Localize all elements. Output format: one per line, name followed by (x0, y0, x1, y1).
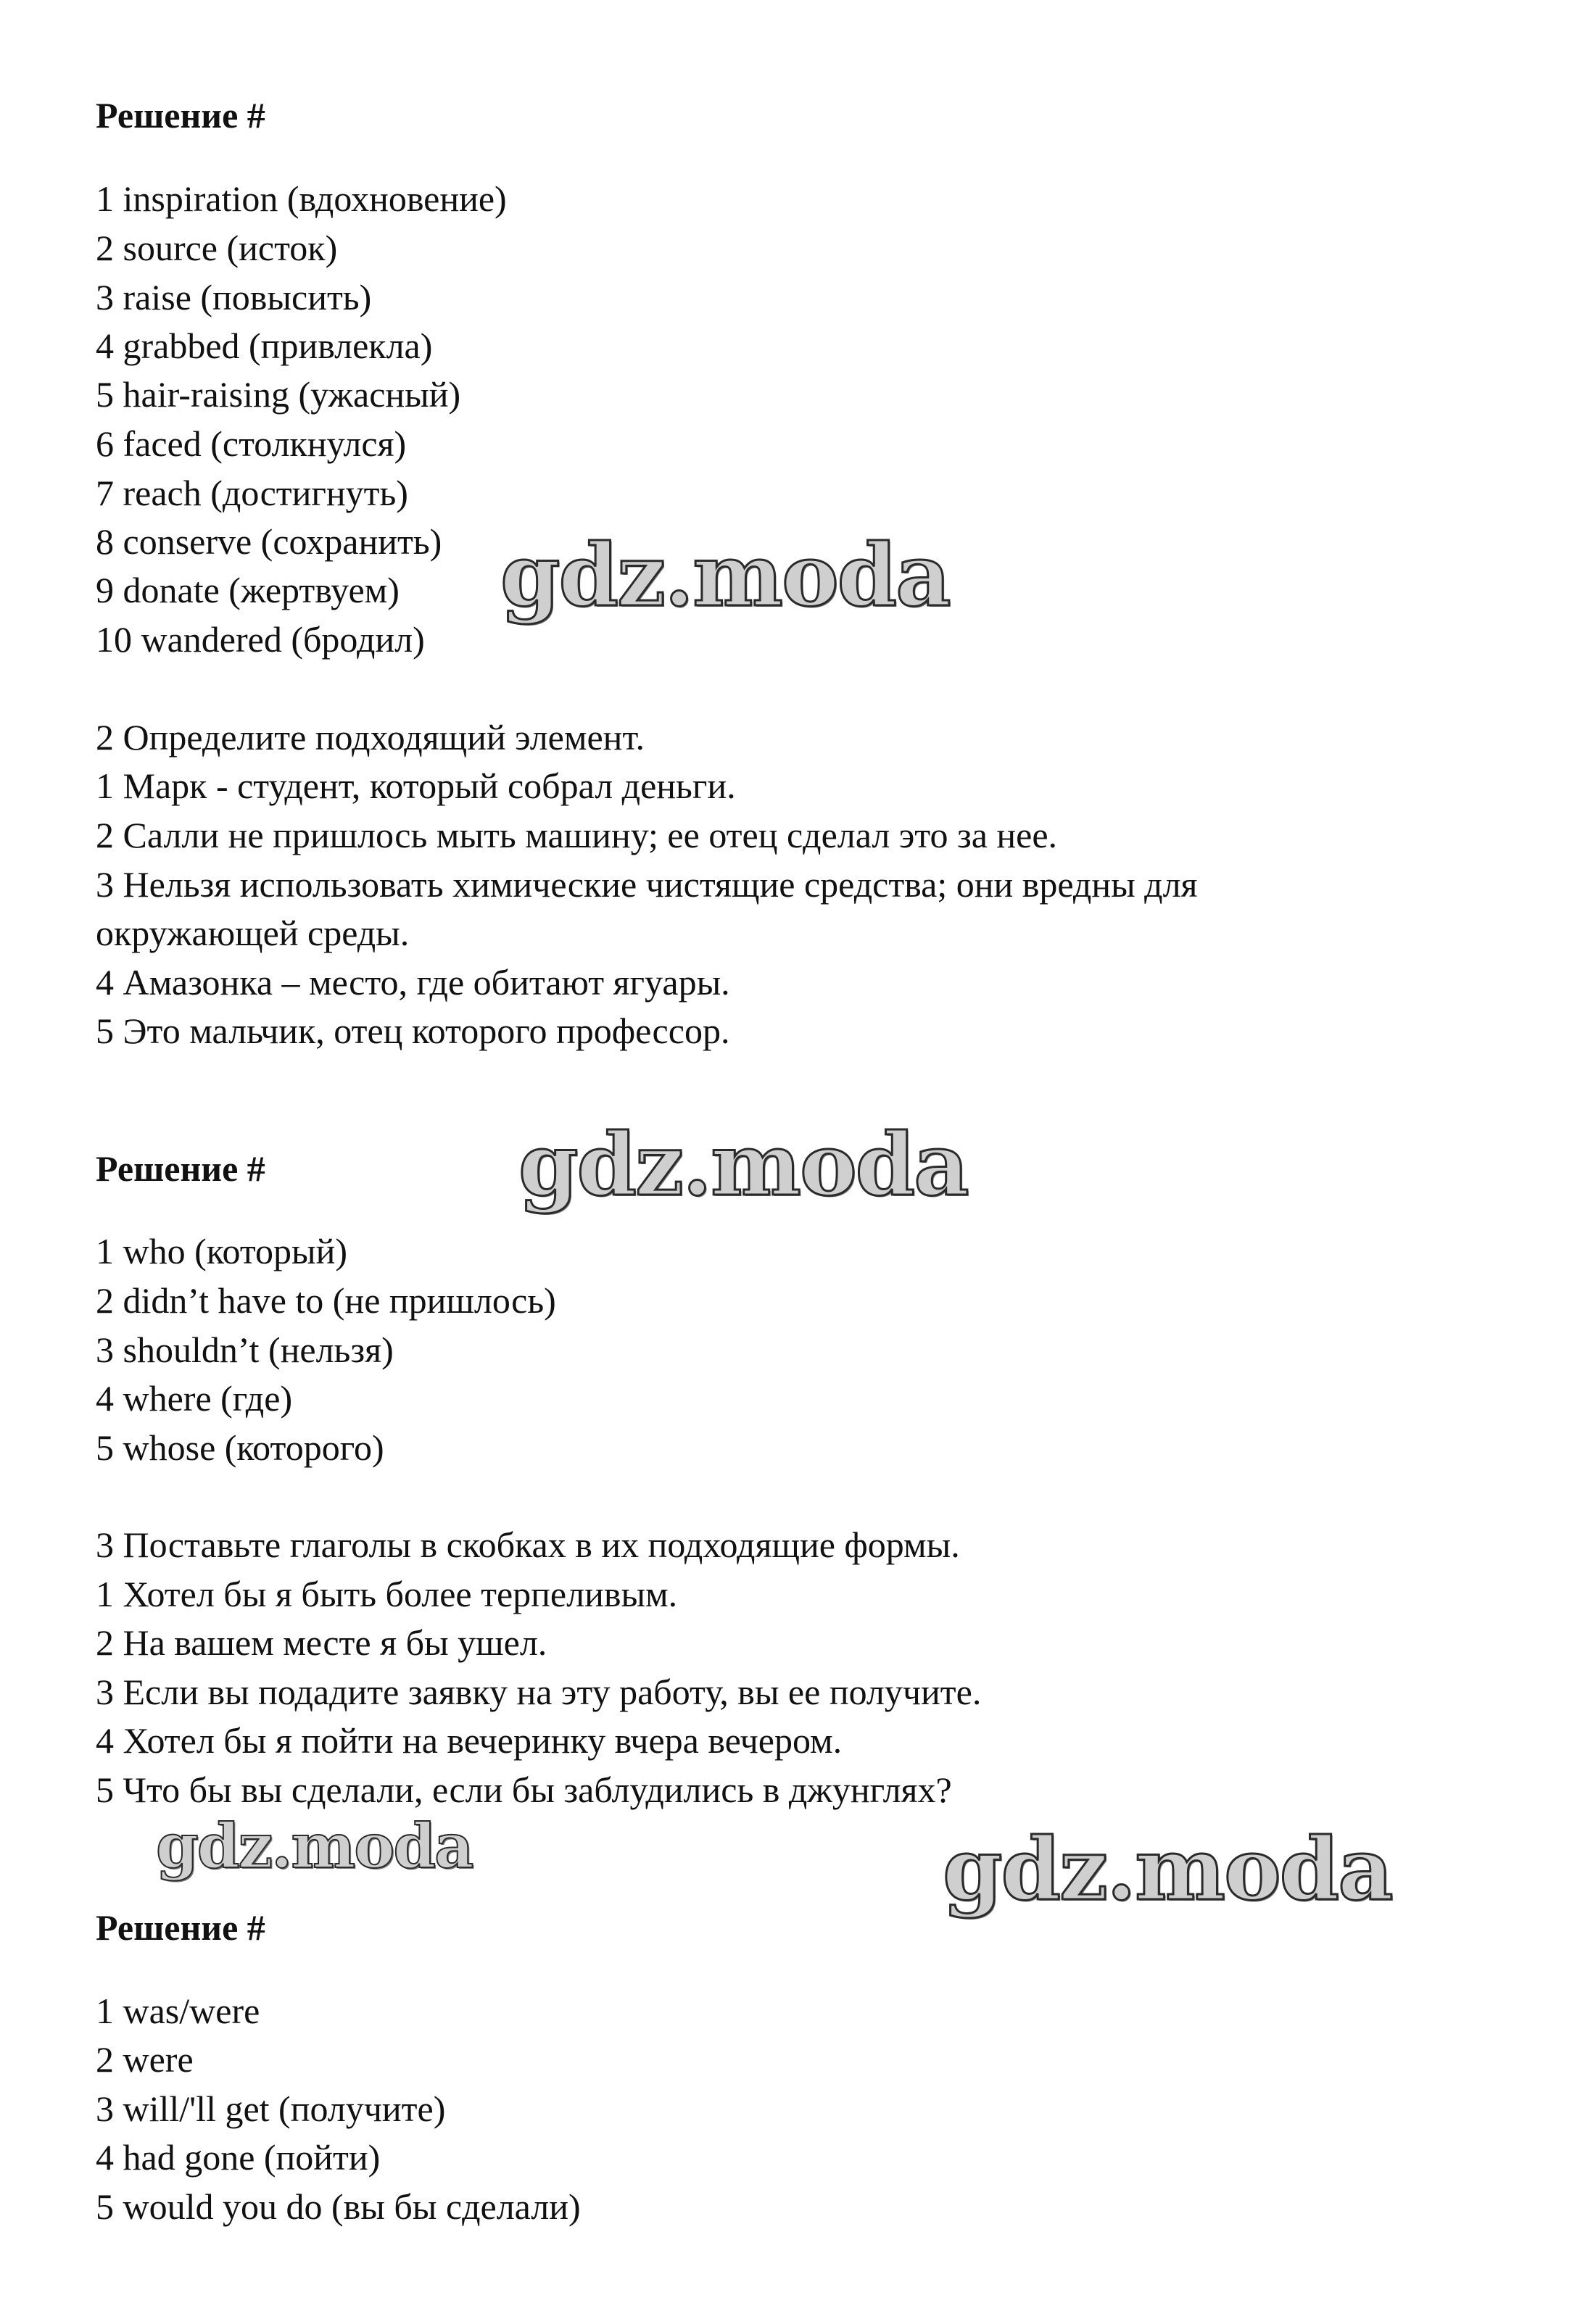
answer-line: 7 reach (достигнуть) (96, 473, 408, 513)
task-item: 2 Салли не пришлось мыть машину; ее отец сделал это за нее. (96, 815, 1058, 855)
answer-line: 5 would you do (вы бы сделали) (96, 2186, 581, 2227)
answer-line: 10 wandered (бродил) (96, 619, 425, 660)
answer-line: 5 whose (которого) (96, 1427, 384, 1468)
answer-line: 6 faced (столкнулся) (96, 423, 407, 464)
task-title: 2 Определите подходящий элемент. (96, 717, 645, 758)
task-item: 4 Хотел бы я пойти на вечеринку вчера вечером. (96, 1720, 843, 1761)
solution-heading: Решение # (96, 95, 265, 136)
solution-heading: Решение # (96, 1907, 265, 1948)
watermark-logo: gdz.moda (500, 525, 950, 626)
task-item: окружающей среды. (96, 913, 410, 953)
answer-line: 3 raise (повысить) (96, 277, 372, 318)
task-item: 3 Если вы подадите заявку на эту работу, вы ее получите. (96, 1672, 982, 1712)
answer-line: 2 source (исток) (96, 228, 338, 268)
answer-line: 2 didn’t have to (не пришлось) (96, 1280, 556, 1321)
answer-line: 1 who (который) (96, 1231, 348, 1271)
answer-line: 5 hair-raising (ужасный) (96, 374, 461, 415)
answer-line: 1 was/were (96, 1991, 260, 2031)
answer-line: 9 donate (жертвуем) (96, 570, 400, 610)
answer-line: 2 were (96, 2039, 194, 2080)
answer-line: 8 conserve (сохранить) (96, 521, 442, 562)
task-item: 4 Амазонка – место, где обитают ягуары. (96, 962, 730, 1003)
answer-line: 4 grabbed (привлекла) (96, 325, 433, 366)
answer-line: 3 shouldn’t (нельзя) (96, 1329, 394, 1370)
task-item: 5 Это мальчик, отец которого профессор. (96, 1010, 730, 1051)
watermark-logo: gdz.moda (943, 1819, 1392, 1920)
watermark-logo: gdz.moda (518, 1114, 968, 1215)
watermark-logo: gdz.moda (156, 1810, 473, 1882)
answer-line: 1 inspiration (вдохновение) (96, 178, 507, 219)
answer-line: 4 had gone (пойти) (96, 2137, 381, 2178)
solution-heading: Решение # (96, 1148, 265, 1189)
task-item: 1 Марк - студент, который собрал деньги. (96, 765, 736, 806)
task-title: 3 Поставьте глаголы в скобках в их подходящие формы. (96, 1524, 960, 1565)
answer-line: 4 where (где) (96, 1378, 293, 1419)
task-item: 1 Хотел бы я быть более терпеливым. (96, 1574, 678, 1614)
answer-line: 3 will/'ll get (получите) (96, 2088, 446, 2129)
task-item: 2 На вашем месте я бы ушел. (96, 1622, 547, 1663)
task-item: 5 Что бы вы сделали, если бы заблудились в джунглях? (96, 1769, 952, 1810)
task-item: 3 Нельзя использовать химические чистящие средства; они вредны для (96, 864, 1198, 905)
